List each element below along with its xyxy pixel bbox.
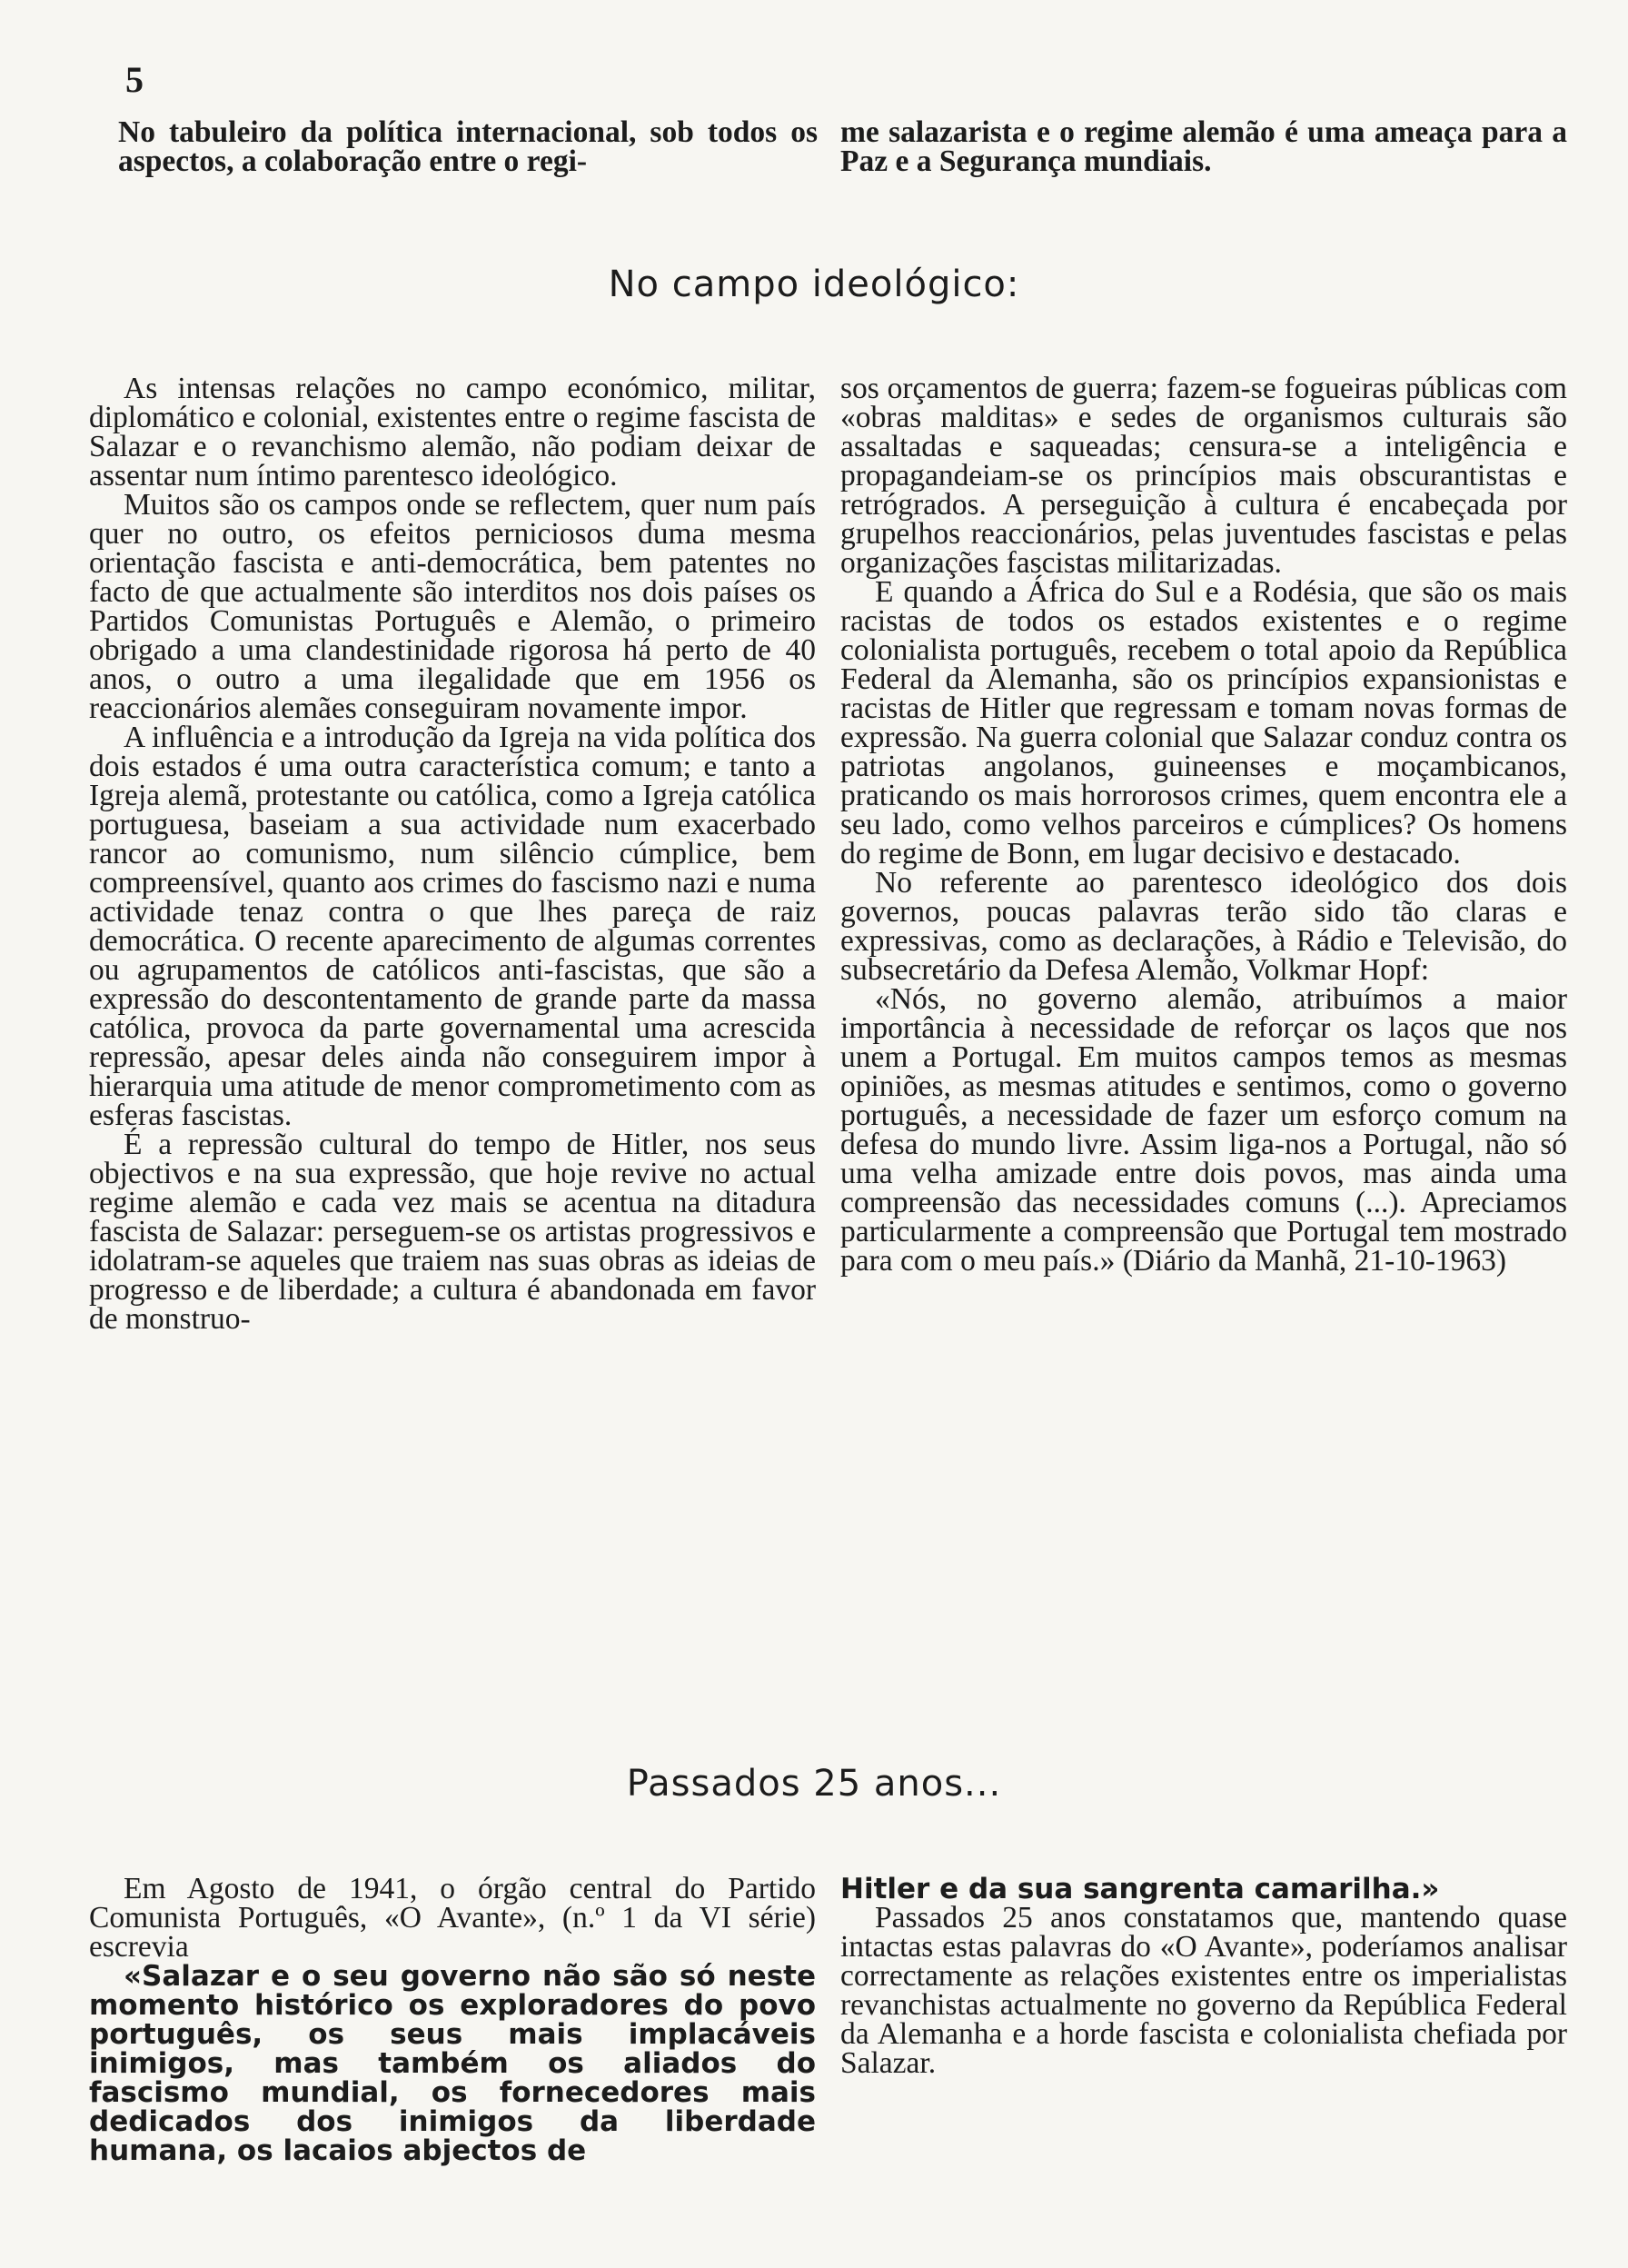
paragraph: sos orçamentos de guerra; fazem-se fogueiras públicas com «obras malditas» e sedes de organismos culturais são assaltadas e saqueadas; censura-se a inteligência e propagandeiam-se os princípios mais obscurantistas e retrógrados. A perseguição à cultura é encabeçada por grupelhos reaccionários, pelas juventudes fascistas e pelas organizações fascistas militarizadas. [840, 372, 1567, 580]
intro-right-column [840, 115, 1567, 178]
paragraph: No referente ao parentesco ideológico dos dois governos, poucas palavras terão sido tão claras e expressivas, como as declarações, à Rádio e Televisão, do subsecretário da Defesa Alemão, Volkmar Hopf: [840, 866, 1567, 987]
section2-left-column [89, 1872, 816, 2167]
quote-paragraph: «Salazar e o seu governo não são só neste momento histórico os exploradores do povo português, os seus mais implacáveis inimigos, mas também os aliados do fascismo mundial, os fornecedores mais dedicados dos inimigos da liberdade humana, os lacaios abjectos de [89, 1960, 816, 2167]
section-heading-passados: Passados 25 anos... [626, 1763, 1002, 1805]
paragraph: A influência e a introdução da Igreja na vida política dos dois estados é uma outra característica comum; e tanto a Igreja alemã, protestante ou católica, como a Igreja católica portuguesa, baseiam a sua actividade num exacerbado rancor ao comunismo, num silêncio cúmplice, bem compreensível, quanto aos crimes do fascismo nazi e numa actividade tenaz contra o que lhes pareça de raiz democrática. O recente aparecimento de algumas correntes ou agrupamentos de católicos anti-fascistas, que são a expressão do descontentamento de grande parte da massa católica, provoca da parte governamental uma acrescida repressão, apesar deles ainda não conseguirem impor à hierarquia uma atitude de menor comprometimento com as esferas fascistas. [89, 721, 816, 1132]
paragraph: E quando a África do Sul e a Rodésia, que são os mais racistas de todos os estados existentes e o regime colonialista português, recebem o total apoio da República Federal da Alemanha, são os princípios expansionistas e racistas de Hitler que regressam e tomam novas formas de expressão. Na guerra colonial que Salazar conduz contra os patriotas angolanos, guineenses e moçambicanos, praticando os mais horrorosos crimes, quem encontra ele a seu lado, como velhos parceiros e cúmplices? Os homens do regime de Bonn, em lugar decisivo e destacado. [840, 575, 1567, 870]
quote-paragraph: «Nós, no governo alemão, atribuímos a maior importância à necessidade de reforçar os laços que nos unem a Portugal. Em muitos campos temos as mesmas opiniões, as mesmas atitudes e sentimos, como o governo português, a necessidade de fazer um esforço comum na defesa do mundo livre. Assim liga-nos a Portugal, não só uma velha amizade entre dois povos, mas ainda uma compreensão das necessidades comuns (...). Apreciamos particularmente a compreensão que Portugal tem mostrado para com o meu país.» (Diário da Manhã, 21-10-1963) [840, 982, 1567, 1278]
section1-left-column [89, 374, 816, 1334]
paragraph: Em Agosto de 1941, o órgão central do Partido Comunista Português, «O Avante», (n.º 1 da VI série) escrevia [89, 1872, 816, 1964]
quote-paragraph-end: Hitler e da sua sangrenta camarilha.» [840, 1873, 1440, 1905]
page-number: 5 [125, 59, 144, 100]
intro-right-text: me salazarista e o regime alemão é uma ameaça para a Paz e a Segurança mundiais. [840, 115, 1567, 178]
paragraph: Muitos são os campos onde se reflectem, quer num país quer no outro, os efeitos perniciosos duma mesma orientação fascista e anti-democrática, bem patentes no facto de que actualmente são interditos nos dois países os Partidos Comunistas Português e Alemão, o primeiro obrigado a uma clandestinidade rigorosa há perto de 40 anos, o outro a uma ilegalidade que em 1956 os reaccionários alemães conseguiram novamente impor. [89, 488, 816, 725]
intro-left-column [118, 115, 818, 178]
paragraph: As intensas relações no campo económico, militar, diplomático e colonial, existentes entre o regime fascista de Salazar e o revanchismo alemão, não podiam deixar de assentar num íntimo parentesco ideológico. [89, 372, 816, 492]
section-heading-ideologico: No campo ideológico: [608, 264, 1020, 305]
intro-left-text: No tabuleiro da política internacional, sob todos os aspectos, a colaboração entre o regi- [118, 115, 818, 178]
section2-right-column [840, 1875, 1567, 2078]
paragraph: Passados 25 anos constatamos que, mantendo quase intactas estas palavras do «O Avante», poderíamos analisar correctamente as relações existentes entre os imperialistas revanchistas actualmente no governo da República Federal da Alemanha e a horde fascista e colonialista chefiada por Salazar. [840, 1901, 1567, 2080]
section1-right-column [840, 374, 1567, 1276]
paragraph: É a repressão cultural do tempo de Hitler, nos seus objectivos e na sua expressão, que hoje revive no actual regime alemão e cada vez mais se acentua na ditadura fascista de Salazar: perseguem-se os artistas progressivos e idolatram-se aqueles que traiem nas suas obras as ideias de progresso e de liberdade; a cultura é abandonada em favor de monstruo- [89, 1128, 816, 1336]
